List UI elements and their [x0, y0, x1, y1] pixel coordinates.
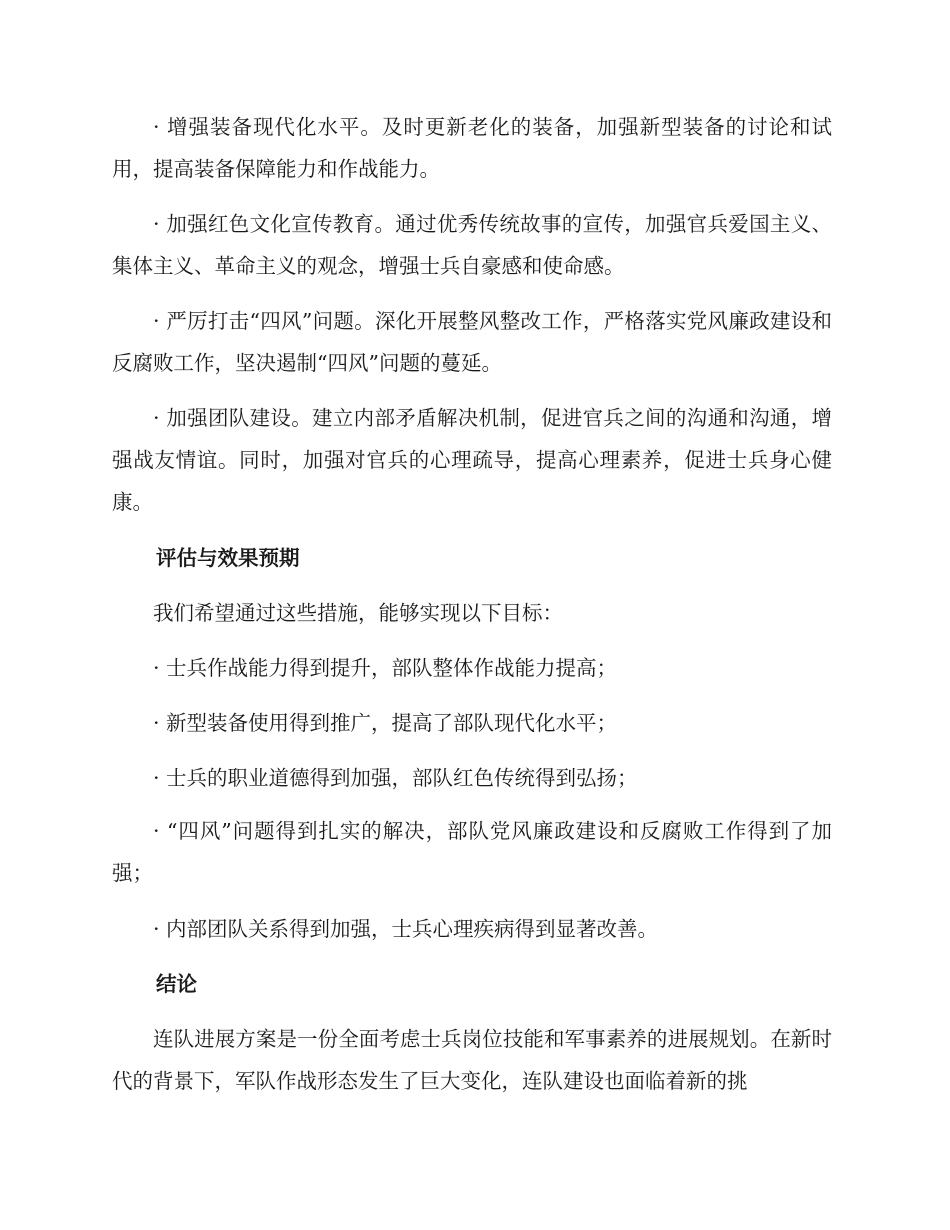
- bullet-red-culture-education: · 加强红色文化宣传教育。通过优秀传统故事的宣传，加强官兵爱国主义、集体主义、革命主义的观念，增强士兵自豪感和使命感。: [112, 212, 832, 278]
- bullet-equipment-modernization: · 增强装备现代化水平。及时更新老化的装备，加强新型装备的讨论和试用，提高装备保障能力和作战能力。: [112, 115, 832, 181]
- intro-paragraph-goals: 我们希望通过这些措施，能够实现以下目标：: [153, 601, 563, 625]
- bullet-four-winds-crackdown: · 严厉打击“四风”问题。深化开展整风整改工作，严格落实党风廉政建设和反腐败工作，坚决遏制“四风”问题的蔓延。: [112, 309, 832, 375]
- goal-item-combat-ability: · 士兵作战能力得到提升，部队整体作战能力提高；: [153, 656, 618, 680]
- goal-item-four-winds-solved: · “四风”问题得到扎实的解决，部队党风廉政建设和反腐败工作得到了加强；: [112, 819, 832, 885]
- goal-item-professional-ethics: · 士兵的职业道德得到加强，部队红色传统得到弘扬；: [153, 766, 638, 790]
- conclusion-paragraph: 连队进展方案是一份全面考虑士兵岗位技能和军事素养的进展规划。在新时代的背景下，军队作战形态发生了巨大变化，连队建设也面临着新的挑: [112, 1027, 832, 1093]
- section-heading-evaluation: 评估与效果预期: [156, 546, 300, 570]
- section-heading-conclusion: 结论: [156, 972, 197, 996]
- goal-item-new-equipment: · 新型装备使用得到推广，提高了部队现代化水平；: [153, 711, 618, 735]
- goal-item-team-relations: · 内部团队关系得到加强，士兵心理疾病得到显著改善。: [153, 917, 659, 941]
- bullet-team-building: · 加强团队建设。建立内部矛盾解决机制，促进官兵之间的沟通和沟通，增强战友情谊。同时，加强对官兵的心理疏导，提高心理素养，促进士兵身心健康。: [112, 406, 832, 514]
